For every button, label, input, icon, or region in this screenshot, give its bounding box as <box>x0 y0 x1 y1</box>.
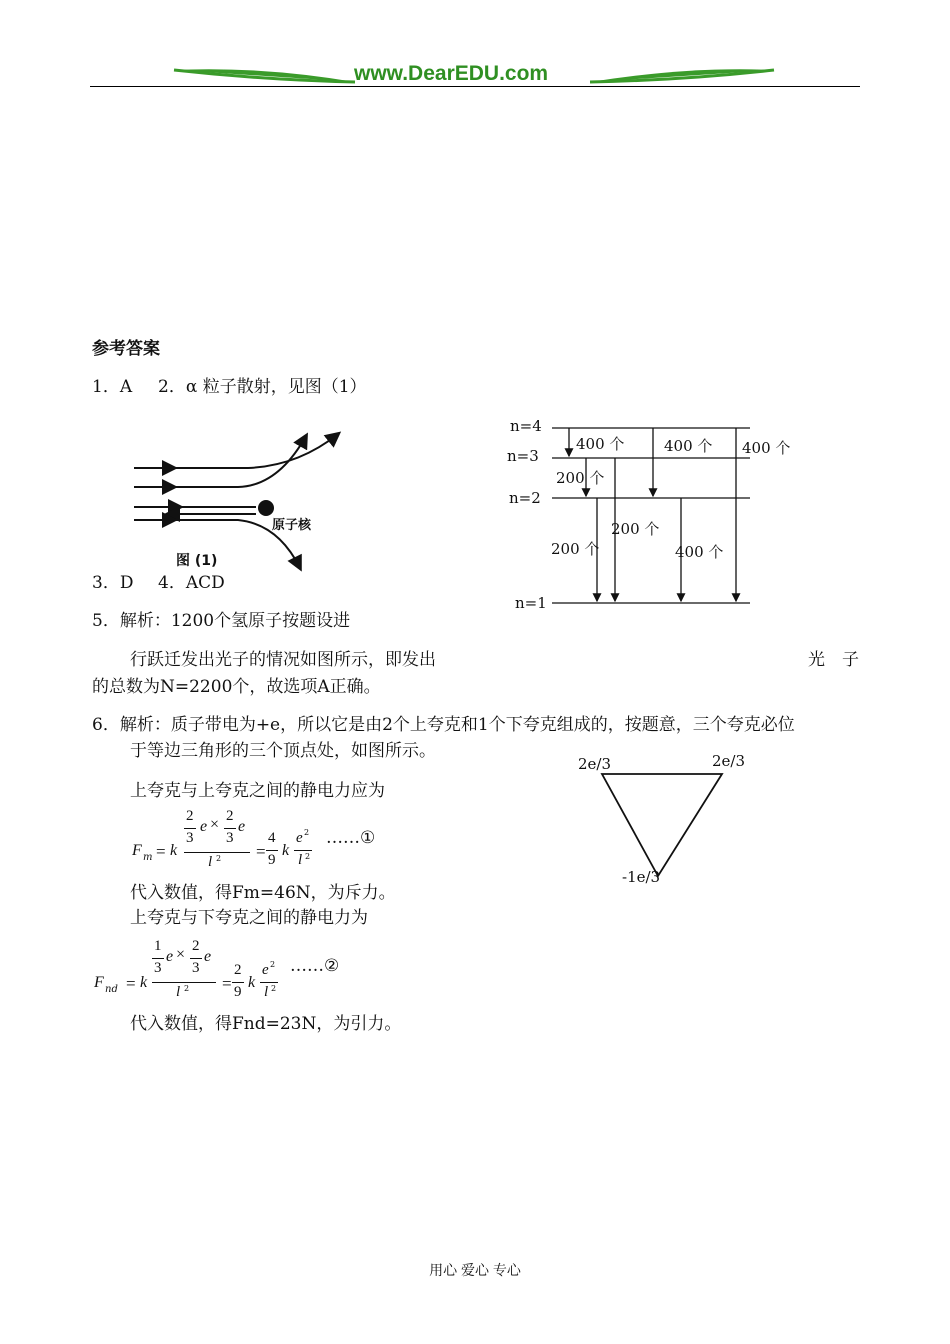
count-4-2: 400 个 <box>664 437 713 455</box>
count-2-1-a: 200 个 <box>551 540 600 558</box>
formula-1: F m = k 2 3 e × 2 3 e l 2 = 4 9 k e 2 l 2 ……① <box>132 808 376 870</box>
triangle-label-right: 2e/3 <box>712 752 746 770</box>
page-footer: 用心 爱心 专心 <box>429 1262 521 1278</box>
q6-line-4: 上夸克与下夸克之间的静电力为 <box>130 908 368 928</box>
q5-line-3: 的总数为N=2200个，故选项A正确。 <box>92 677 381 697</box>
quark-triangle <box>602 774 722 876</box>
count-2-1-b: 400 个 <box>675 543 724 561</box>
q5-line-2b: 光 子 <box>808 650 859 670</box>
nucleus-label: 原子核 <box>272 518 312 533</box>
answer-1: 1．A <box>92 377 133 397</box>
triangle-label-bottom: -1e/3 <box>622 868 661 886</box>
triangle-label-left: 2e/3 <box>578 755 612 773</box>
answer-3: 3．D <box>92 573 134 593</box>
figure-1-caption: 图 (1) <box>176 553 218 569</box>
count-3-2: 200 个 <box>556 469 605 487</box>
answer-4: 4．ACD <box>158 573 225 593</box>
level-label-1: n=1 <box>515 594 547 612</box>
q6-line-3: 上夸克与上夸克之间的静电力应为 <box>130 781 385 801</box>
q6-result-2: 代入数值，得Fnd=23N，为引力。 <box>130 1014 402 1034</box>
count-3-1: 200 个 <box>611 520 660 538</box>
q5-line-1: 5．解析：1200个氢原子按题设进 <box>92 611 351 631</box>
level-label-3: n=3 <box>507 447 539 465</box>
q5-line-2a: 行跃迁发出光子的情况如图所示，即发出 <box>130 650 436 670</box>
count-4-1: 400 个 <box>742 439 791 457</box>
quark-triangle-figure <box>590 766 730 882</box>
header-logo: www.DearEDU.com <box>354 62 549 85</box>
level-label-4: n=4 <box>510 417 542 435</box>
q6-result-1: 代入数值，得Fm=46N，为斥力。 <box>130 883 396 903</box>
level-label-2: n=2 <box>509 489 541 507</box>
header-rule <box>90 86 860 87</box>
q6-line-2: 于等边三角形的三个顶点处，如图所示。 <box>130 741 436 761</box>
answer-2: 2．α 粒子散射，见图（1） <box>158 377 367 397</box>
q6-line-1: 6．解析：质子带电为+e，所以它是由2个上夸克和1个下夸克组成的，按题意，三个夸克必位 <box>92 715 795 735</box>
formula-2: F nd = k 1 3 e × 2 3 e l 2 = 2 9 k e 2 l 2 ……② <box>94 938 340 1000</box>
alpha-scattering-figure <box>128 430 348 572</box>
count-4-3: 400 个 <box>576 435 625 453</box>
page-title: 参考答案 <box>92 339 160 359</box>
